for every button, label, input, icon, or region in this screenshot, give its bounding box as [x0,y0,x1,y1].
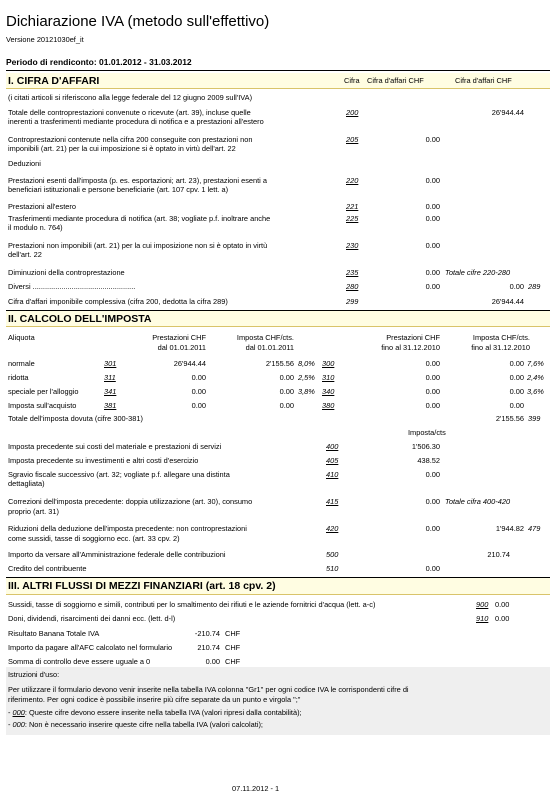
value-imp: 0.00 [279,373,294,382]
row-label: Trasferimenti mediante procedura di notifica (art. 38; vogliate p.f. inoltrare anche [8,214,271,223]
code-225: 225 [346,214,359,223]
row-label: Sussidi, tasse di soggiorno e simili, contributi per lo smaltimento dei rifiuti e le aziende fornitrici d'acqua (lett. a-c) [8,600,376,609]
section-title-altri-flussi: III. ALTRI FLUSSI DI MEZZI FINANZIARI (art. 18 cpv. 2) [8,580,276,592]
row-label: Totale delle controprestazioni convenute o ricevute (art. 39), incluse quelle [8,108,251,117]
value-500: 210.74 [487,550,510,559]
row-label: Controprestazioni contenute nella cifra 200 conseguite con prestazioni non [8,135,253,144]
version-label: Versione 20121030ef_it [6,35,84,44]
code-381: 381 [104,401,117,410]
instructions-text: riferimento. Per ogni codice è possibile inserire più cifre separate da un punto e virgola ";" [8,695,301,704]
rate-pct: 3,8% [298,387,315,396]
code-sample-calc: 000 [12,720,25,729]
row-label: Diversi .................................................. [8,282,136,291]
code-200: 200 [346,108,359,117]
code-380: 380 [322,401,335,410]
row-label: Diminuzioni della controprestazione [8,268,125,277]
code-500: 500 [326,550,339,559]
intro-note: (i citati articoli si riferiscono alla legge federale del 12 giugno 2009 sull'IVA) [8,93,253,102]
code-205: 205 [346,135,359,144]
currency: CHF [225,629,241,638]
instructions-bullet-calc: - 000: Non è necessario inserire queste cifre nella tabella IVA (valori calcolati); [8,720,263,729]
row-label: proprio (art. 31) [8,507,59,516]
row-label: Prestazioni esenti dall'imposta (p. es. esportazioni; art. 23), prestazioni esenti a [8,176,267,185]
row-label: Cifra d'affari imponibile complessiva (cifra 200, dedotta la cifra 289) [8,297,228,306]
value-289-total: 0.00 [509,282,524,291]
col-header-aliquota: Aliquota [8,333,35,342]
col-header: fino al 31.12.2010 [381,343,440,352]
note-totale-400-420: Totale cifra 400-420 [445,497,511,506]
col-header: Imposta CHF/cts. [472,333,530,342]
total-tax-label: Totale dell'imposta dovuta (cifre 300-381) [8,414,143,423]
code-300: 300 [322,359,335,368]
importo-value: 210.74 [197,643,220,652]
rate-pct: 8,0% [298,359,315,368]
col-header-imposta-cts: Imposta/cts [408,428,446,437]
col-header: dal 01.01.2011 [157,343,206,352]
value-prest: 0.00 [191,387,206,396]
value-400: 1'506.30 [411,442,440,451]
code-510: 510 [326,564,339,573]
value-205: 0.00 [425,135,440,144]
row-label: Sgravio fiscale successivo (art. 32; vogliate p.f. allegare una distinta [8,470,230,479]
code-341: 341 [104,387,117,396]
value-prest2: 0.00 [425,359,440,368]
value-prest: 0.00 [191,373,206,382]
value-imp2: 0.00 [509,359,524,368]
col-header-chf1: Cifra d'affari CHF [367,76,424,85]
row-label: Doni, dividendi, risarcimenti dei danni ecc. (lett. d-l) [8,614,176,623]
row-label: Correzioni dell'imposta precedente: doppia utilizzazione (art. 30), consumo [8,497,253,506]
code-910: 910 [476,614,489,623]
code-900: 900 [476,600,489,609]
value-prest: 0.00 [191,401,206,410]
col-header: Prestazioni CHF [386,333,440,342]
col-header: Imposta CHF/cts. [236,333,294,342]
currency: CHF [225,643,241,652]
value-prest2: 0.00 [425,373,440,382]
code-280: 280 [346,282,359,291]
col-header: dal 01.01.2011 [245,343,294,352]
code-299: 299 [346,297,359,306]
row-label: dell'art. 22 [8,250,42,259]
value-900: 0.00 [495,600,510,609]
col-header-chf2: Cifra d'affari CHF [455,76,512,85]
value-225: 0.00 [425,214,440,223]
instructions-text: : Queste cifre devono essere inserite nella tabella IVA (valori ripresi dalla contabilità); [24,708,302,717]
rate-label: normale [8,359,35,368]
row-label: Credito del contribuente [8,564,87,573]
col-header: fino al 31.12.2010 [471,343,530,352]
row-label: Riduzioni della deduzione dell'imposta precedente: non controprestazioni [8,524,247,533]
currency: CHF [225,657,241,666]
code-221: 221 [346,202,359,211]
code-310: 310 [322,373,335,382]
code-235: 235 [346,268,359,277]
code-410: 410 [326,470,339,479]
value-221: 0.00 [425,202,440,211]
row-label: Imposta precedente sui costi del materiale e prestazioni di servizi [8,442,222,451]
period-label: Periodo di rendiconto: 01.01.2012 - 31.03.2012 [6,57,192,67]
value-200-total: 26'944.44 [491,108,524,117]
instructions-bullet-blue: - 000: Queste cifre devono essere inserite nella tabella IVA (valori ripresi dalla contabilità); [8,708,302,717]
value-230: 0.00 [425,241,440,250]
instructions-text: : Non è necessario inserire queste cifre nella tabella IVA (valori calcolati); [24,720,263,729]
col-header-cifra: Cifra [344,76,360,85]
row-label: come sussidi, tasse di soggiorno ecc. (art. 33 cpv. 2) [8,534,180,543]
code-301: 301 [104,359,117,368]
value-prest2: 0.00 [425,401,440,410]
rate-label: ridotta [8,373,29,382]
value-235: 0.00 [425,268,440,277]
section-title-calcolo: II. CALCOLO DELL'IMPOSTA [8,313,152,325]
rate-pct: 2,5% [298,373,315,382]
note-totale-220-280: Totale cifre 220-280 [445,268,511,277]
value-410: 0.00 [425,470,440,479]
value-imp2: 0.00 [509,387,524,396]
value-510: 0.00 [425,564,440,573]
code-230: 230 [346,241,359,250]
value-imp: 0.00 [279,387,294,396]
code-220: 220 [346,176,359,185]
rate-label: speciale per l'alloggio [8,387,79,396]
somma-value: 0.00 [205,657,220,666]
somma-label: Somma di controllo deve essere uguale a 0 [8,657,151,666]
rate-pct: 7,6% [527,359,544,368]
value-imp2: 0.00 [509,401,524,410]
value-299-total: 26'944.44 [491,297,524,306]
risultato-value: -210.74 [194,629,220,638]
code-405: 405 [326,456,339,465]
row-label: il modulo n. 764) [8,223,63,232]
code-340: 340 [322,387,335,396]
row-label: Prestazioni non imponibili (art. 21) per la cui imposizione non si è optato in virtù [8,241,268,250]
value-415: 0.00 [425,497,440,506]
row-label: inerenti a trasferimenti mediante procedura di notifica e a prestazioni all'estero [8,117,264,126]
value-405: 438.52 [417,456,440,465]
instructions-title: Istruzioni d'uso: [8,670,60,679]
rate-label: Imposta sull'acquisto [8,401,77,410]
value-479-total: 1'944.82 [495,524,524,533]
rate-pct: 3,6% [527,387,544,396]
code-311: 311 [104,373,116,382]
code-400: 400 [326,442,339,451]
page-footer: 07.11.2012 - 1 [232,784,280,793]
code-399: 399 [528,414,541,423]
col-header: Prestazioni CHF [152,333,206,342]
value-280: 0.00 [425,282,440,291]
value-prest: 26'944.44 [173,359,206,368]
code-289: 289 [528,282,541,291]
divider [6,70,550,71]
value-imp: 2'155.56 [265,359,294,368]
value-imp: 0.00 [279,401,294,410]
page-title: Dichiarazione IVA (metodo sull'effettivo) [6,13,270,30]
value-420: 0.00 [425,524,440,533]
risultato-label: Risultato Banana Totale IVA [8,629,100,638]
value-prest2: 0.00 [425,387,440,396]
row-label: beneficiari istituzionali e persone beneficiarie (art. 107 cpv. 1 lett. a) [8,185,229,194]
deduzioni-label: Deduzioni [8,159,41,168]
code-sample-blue: 000 [12,708,25,717]
instructions-text: Per utilizzare il formulario devono venir inserite nella tabella IVA colonna "Gr1" per ogni codice IVA le corrispondenti cifre di [8,685,409,694]
code-479: 479 [528,524,541,533]
section-title-cifra-affari: I. CIFRA D'AFFARI [8,75,100,87]
rate-pct: 2,4% [527,373,544,382]
importo-label: Importo da pagare all'AFC calcolato nel formulario [8,643,173,652]
value-910: 0.00 [495,614,510,623]
row-label: Prestazioni all'estero [8,202,76,211]
row-label: dettagliata) [8,479,45,488]
code-420: 420 [326,524,339,533]
value-399-total: 2'155.56 [495,414,524,423]
row-label: Importo da versare all'Amministrazione federale delle contribuzioni [8,550,226,559]
code-415: 415 [326,497,339,506]
value-imp2: 0.00 [509,373,524,382]
row-label: Imposta precedente su investimenti e altri costi d'esercizio [8,456,199,465]
value-220: 0.00 [425,176,440,185]
row-label: imponibili (art. 21) per la cui imposizione si è optato in virtù dell'art. 22 [8,144,236,153]
